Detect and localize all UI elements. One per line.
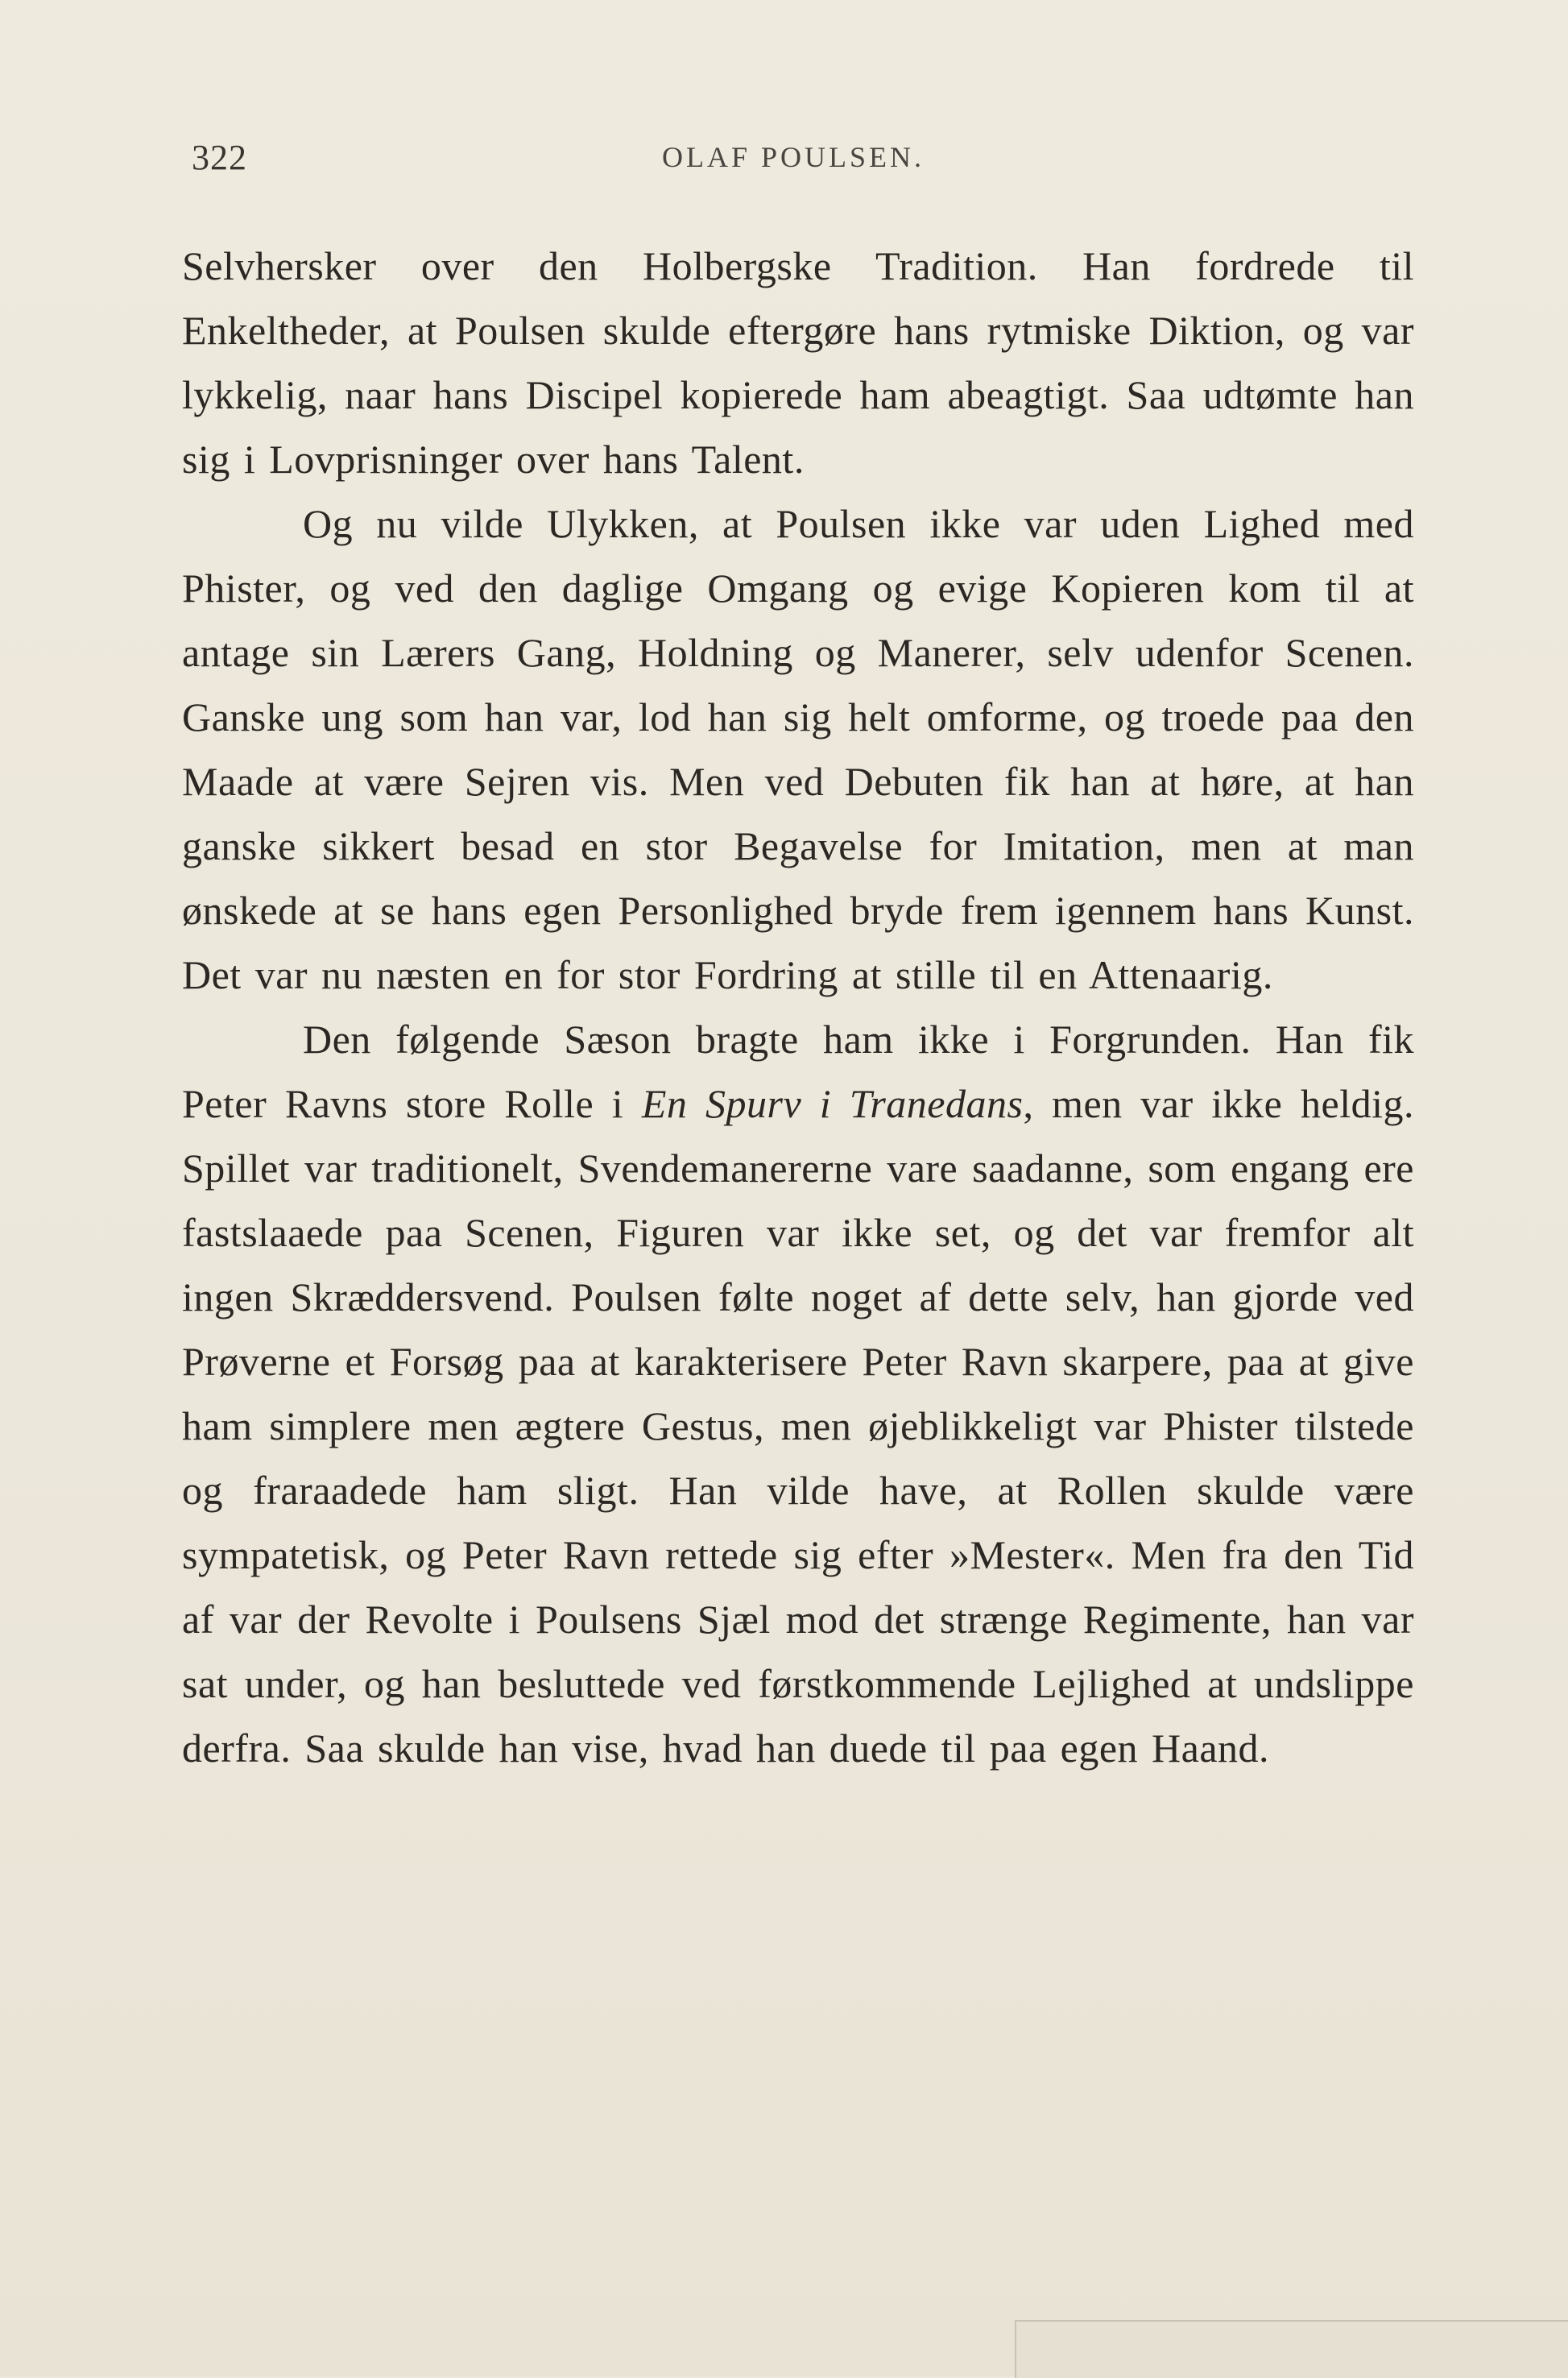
paragraph-3: [182, 1007, 1414, 1780]
body-text: [182, 234, 1414, 1780]
paragraph-3-text-before-title: Den følgende Sæson bragte ham ikke i Forgrunden. Han fik Peter Ravns store Rolle i: [182, 1017, 1414, 1126]
page-header: [192, 137, 1416, 185]
running-head: OLAF POULSEN.: [662, 141, 925, 173]
paragraph-2-text: Og nu vilde Ulykken, at Poulsen ikke var uden Lighed med Phister, og ved den daglige Omgang og evige Kopieren kom til at antage sin Lærers Gang, Holdning og Manerer, selv udenfor Scenen. Ganske ung som han var, lod han sig helt omforme, og troede paa den Maade at være Sejren vis. Men ved Debuten fik han at høre, at han ganske sikkert besad en stor Begavelse for Imitation, men at man ønskede at se hans egen Personlighed bryde frem igennem hans Kunst. Det var nu næsten en for stor Fordring at stille til en Attenaarig.: [182, 501, 1414, 997]
paragraph-1: [182, 234, 1414, 491]
paragraph-2: [182, 491, 1414, 1007]
paragraph-1-text: Selvhersker over den Holbergske Tradition. Han fordrede til Enkeltheder, at Poulsen skulde eftergøre hans rytmiske Diktion, og var lykkelig, naar hans Discipel kopierede ham abeagtigt. Saa udtømte han sig i Lovprisninger over hans Talent.: [182, 243, 1414, 482]
play-title: En Spurv i Tranedans: [641, 1081, 1024, 1126]
page-number: 322: [192, 138, 247, 177]
paragraph-3-text-after-title: , men var ikke heldig. Spillet var traditionelt, Svendemanererne vare saadanne, som engang ere fastslaaede paa Scenen, Figuren var ikke set, og det var fremfor alt ingen Skræddersvend. Poulsen følte noget af dette selv, han gjorde ved Prøverne et Forsøg paa at karakterisere Peter Ravn skarpere, paa at give ham simplere men ægtere Gestus, men øjeblikkeligt var Phister tilstede og fraraadede ham sligt. Han vilde have, at Rollen skulde være sympatetisk, og Peter Ravn rettede sig efter »Mester«. Men fra den Tid af var der Revolte i Poulsens Sjæl mod det strænge Regimente, han var sat under, og han besluttede ved førstkommende Lejlighed at undslippe derfra. Saa skulde han vise, hvad han duede til paa egen Haand.: [182, 1081, 1414, 1771]
scan-corner-mark: [1015, 2320, 1568, 2378]
